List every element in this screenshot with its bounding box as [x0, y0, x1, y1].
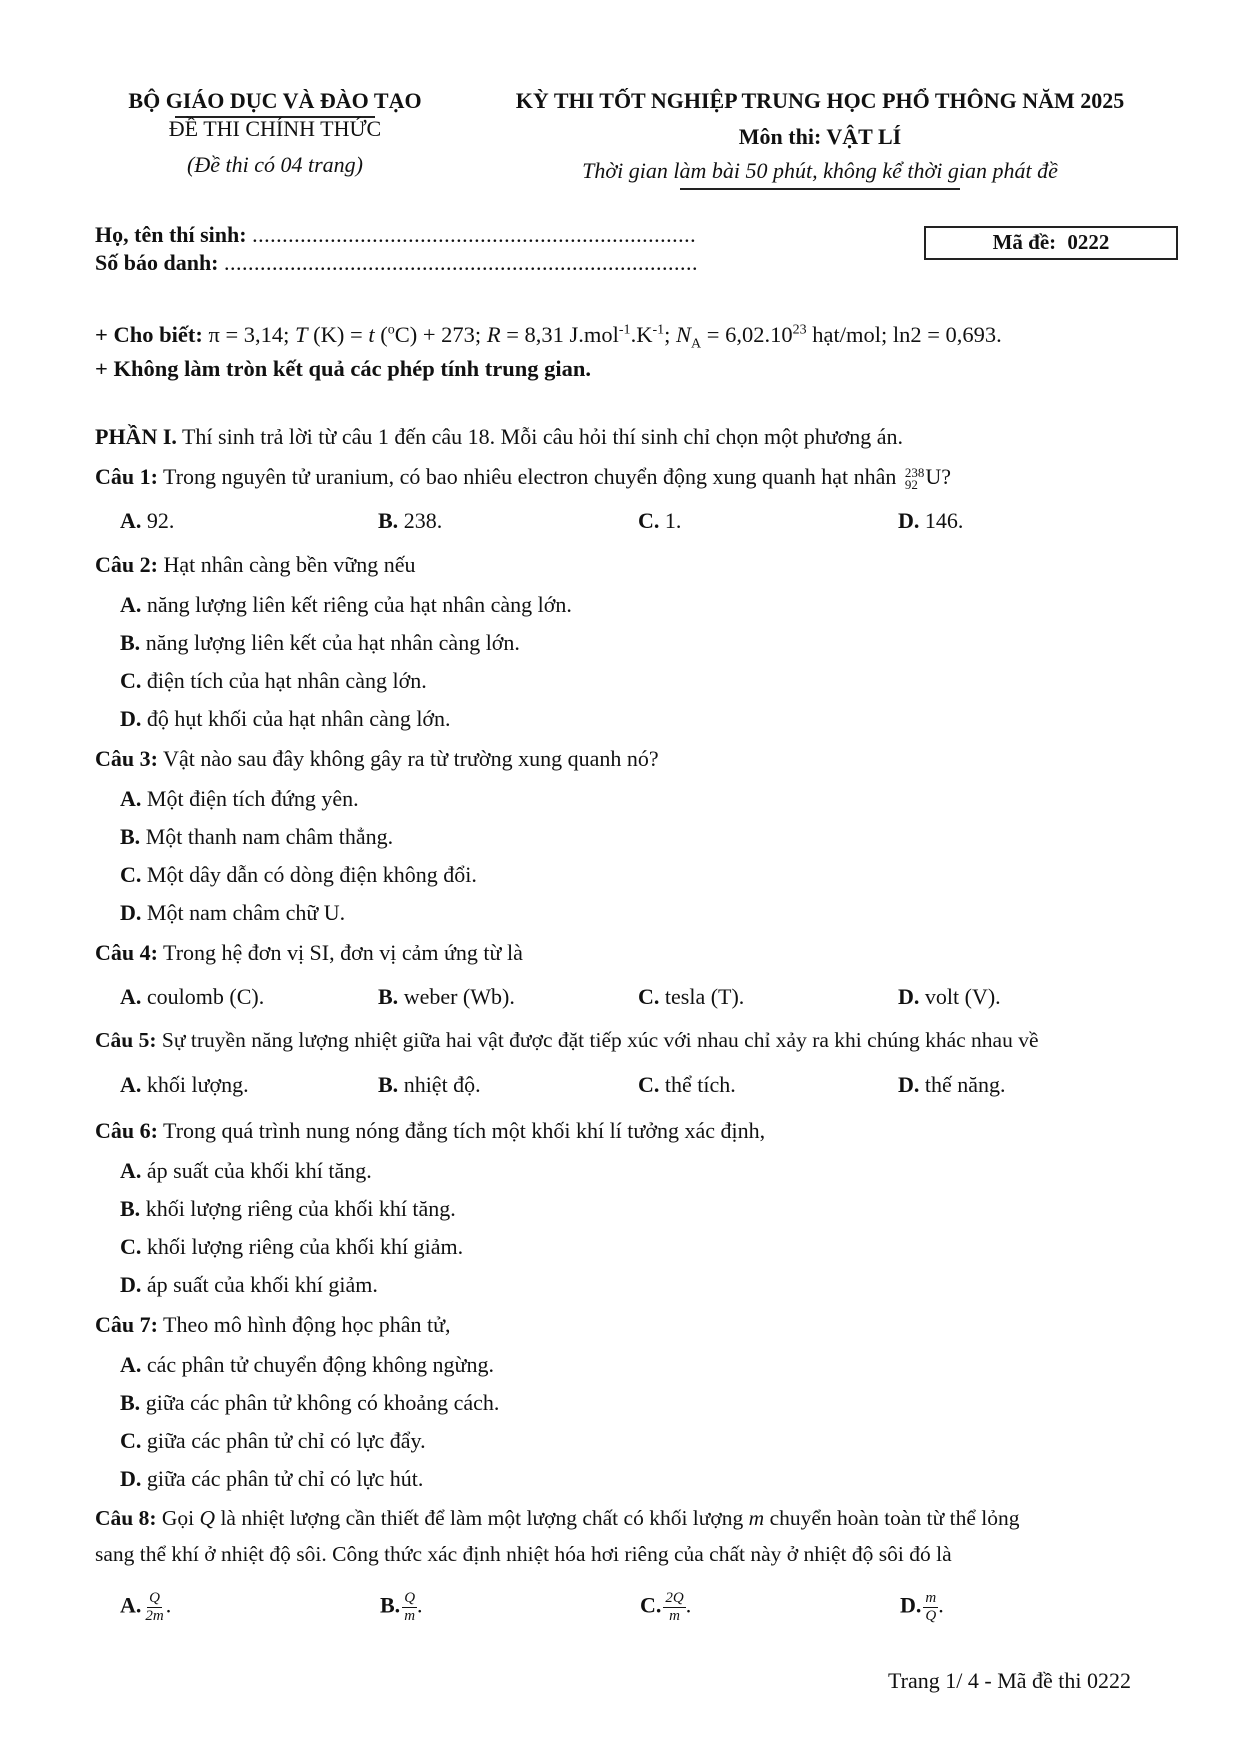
- q7-option-c[interactable]: [120, 1428, 426, 1454]
- question-label: Câu 1:: [95, 464, 158, 489]
- givens-R-exp1: -1: [618, 322, 631, 338]
- q8-option-a[interactable]: A. $\frac{Q}{2m}$ .: [120, 1590, 172, 1624]
- givens-line: [95, 322, 1002, 353]
- q1-option-d[interactable]: [898, 508, 963, 534]
- q6-option-a[interactable]: [120, 1158, 372, 1184]
- q6-option-c[interactable]: [120, 1234, 463, 1260]
- isotope-symbol: U?: [925, 464, 952, 489]
- exam-code-box: [924, 226, 1178, 260]
- question-1: [95, 464, 951, 491]
- subject-label: Môn thi:: [738, 124, 827, 149]
- givens-R-exp2: -1: [652, 322, 665, 338]
- option-letter: A.: [120, 592, 142, 617]
- option-letter: D.: [120, 1466, 142, 1491]
- part1-intro: [95, 424, 903, 450]
- q5-option-b[interactable]: [378, 1072, 481, 1098]
- q7-option-d[interactable]: [120, 1466, 423, 1492]
- q4-option-c[interactable]: [638, 984, 744, 1010]
- candidate-id-label: Số báo danh:: [95, 250, 219, 275]
- question-text: Theo mô hình động học phân tử,: [157, 1312, 451, 1337]
- time-underline: [680, 188, 960, 190]
- q5-option-a[interactable]: [120, 1072, 249, 1098]
- option-letter: C.: [638, 1072, 660, 1097]
- subject-name: VẬT LÍ: [826, 124, 902, 149]
- q2-option-c[interactable]: [120, 668, 427, 694]
- isotope-numbers: [904, 464, 925, 492]
- question-text: là nhiệt lượng cần thiết để làm một lượng chất có khối lượng: [215, 1506, 749, 1530]
- option-text: Một thanh nam châm thẳng.: [140, 824, 394, 849]
- option-text: các phân tử chuyển động không ngừng.: [141, 1352, 494, 1377]
- option-text: 238.: [398, 508, 443, 533]
- option-text: giữa các phân tử không có khoảng cách.: [140, 1390, 500, 1415]
- option-text: coulomb (C).: [141, 984, 265, 1009]
- option-letter: D.: [898, 508, 920, 533]
- fraction: [923, 1590, 938, 1625]
- option-text: volt (V).: [919, 984, 1001, 1009]
- pages-note: (Đề thi có 04 trang): [187, 152, 363, 177]
- option-text: Một điện tích đứng yên.: [141, 786, 359, 811]
- question-text: Gọi: [156, 1506, 200, 1530]
- official-label: ĐỀ THI CHÍNH THỨC: [168, 116, 382, 141]
- part1-label: PHẦN I.: [95, 424, 177, 449]
- question-label: Câu 4:: [95, 940, 158, 965]
- exam-title: KỲ THI TỐT NGHIỆP TRUNG HỌC PHỔ THÔNG NĂM 2025: [515, 88, 1125, 113]
- option-letter: A.: [120, 984, 142, 1009]
- option-letter: C.: [640, 1592, 662, 1618]
- givens-NA-sub: A: [691, 336, 702, 352]
- option-text: thế năng.: [919, 1072, 1006, 1097]
- fraction-den: 2m: [145, 1608, 164, 1624]
- fraction-den: m: [669, 1608, 680, 1624]
- question-label: Câu 6:: [95, 1118, 158, 1143]
- subject-line: [480, 124, 1160, 150]
- question-7: [95, 1312, 451, 1338]
- fraction: [663, 1590, 685, 1625]
- q1-option-b[interactable]: [378, 508, 442, 534]
- fraction-den: Q: [925, 1608, 937, 1624]
- q3-option-a[interactable]: [120, 786, 359, 812]
- option-text: giữa các phân tử chỉ có lực hút.: [141, 1466, 424, 1491]
- q2-option-a[interactable]: [120, 592, 572, 618]
- givens-t: t: [368, 322, 375, 347]
- givens-deg: o: [387, 322, 395, 338]
- candidate-name-dots: ..........................................................................: [252, 222, 697, 247]
- q2-option-b[interactable]: [120, 630, 520, 656]
- question-3: [95, 746, 659, 772]
- q2-option-d[interactable]: [120, 706, 451, 732]
- option-text: Một dây dẫn có dòng điện không đổi.: [141, 862, 477, 887]
- givens-R-end: ;: [664, 322, 676, 347]
- q7-option-b[interactable]: [120, 1390, 499, 1416]
- exam-code-label: Mã đề:: [992, 230, 1057, 254]
- givens-R-rest: = 8,31 J.mol: [500, 322, 619, 347]
- candidate-id-dots: ...............................................................................: [224, 250, 699, 275]
- question-text: Trong quá trình nung nóng đẳng tích một khối khí lí tưởng xác định,: [157, 1118, 766, 1143]
- fraction: [143, 1590, 165, 1625]
- fraction-num: Q: [149, 1590, 160, 1606]
- option-letter: B.: [120, 1196, 141, 1221]
- option-letter: A.: [120, 786, 142, 811]
- option-letter: B.: [120, 824, 141, 849]
- option-text: 92.: [141, 508, 175, 533]
- option-letter: B.: [380, 1592, 401, 1618]
- isotope-z: 92: [904, 476, 918, 492]
- symbol-m: m: [748, 1506, 765, 1530]
- option-letter: B.: [378, 1072, 399, 1097]
- q3-option-b[interactable]: [120, 824, 393, 850]
- rounding-note: + Không làm tròn kết quả các phép tính trung gian.: [95, 356, 592, 381]
- givens-t-rest2: C) + 273;: [394, 322, 487, 347]
- fraction-num: Q: [404, 1590, 416, 1606]
- option-letter: A.: [120, 1158, 142, 1183]
- q6-option-d[interactable]: [120, 1272, 378, 1298]
- option-text: giữa các phân tử chỉ có lực đẩy.: [141, 1428, 426, 1453]
- option-letter: C.: [120, 862, 142, 887]
- fraction-num: m: [925, 1590, 937, 1606]
- givens-R: R: [486, 322, 501, 347]
- q3-option-d[interactable]: [120, 900, 345, 926]
- option-letter: D.: [898, 984, 920, 1009]
- q8-option-c[interactable]: C. $\frac{2Q}{m}$ .: [640, 1590, 692, 1624]
- q1-option-c[interactable]: [638, 508, 681, 534]
- option-letter: C.: [638, 984, 660, 1009]
- option-text: 146.: [919, 508, 964, 533]
- question-label: Câu 5:: [95, 1028, 157, 1052]
- question-2: [95, 552, 415, 578]
- option-text: tesla (T).: [659, 984, 745, 1009]
- option-letter: C.: [120, 1428, 142, 1453]
- symbol-Q: Q: [199, 1506, 216, 1530]
- option-text: 1.: [659, 508, 682, 533]
- option-text: thể tích.: [659, 1072, 736, 1097]
- option-text: khối lượng riêng của khối khí tăng.: [140, 1196, 456, 1221]
- q5-option-c[interactable]: [638, 1072, 736, 1098]
- question-label: Câu 3:: [95, 746, 158, 771]
- option-text: khối lượng.: [141, 1072, 249, 1097]
- option-text: nhiệt độ.: [398, 1072, 481, 1097]
- time-note: Thời gian làm bài 50 phút, không kể thời gian phát đề: [582, 158, 1058, 183]
- option-letter: B.: [378, 508, 399, 533]
- q5-option-d[interactable]: [898, 1072, 1006, 1098]
- fraction: [402, 1590, 417, 1625]
- option-letter: D.: [898, 1072, 920, 1097]
- ministry-name: BỘ GIÁO DỤC VÀ ĐÀO TẠO: [128, 88, 422, 113]
- question-text: Vật nào sau đây không gây ra từ trường xung quanh nó?: [157, 746, 659, 771]
- question-label: Câu 2:: [95, 552, 158, 577]
- givens-R-mid: .K: [630, 322, 653, 347]
- option-letter: C.: [638, 508, 660, 533]
- fraction-num: 2Q: [665, 1590, 684, 1606]
- option-letter: B.: [378, 984, 399, 1009]
- q8-option-d[interactable]: D. $\frac{m}{Q}$ .: [900, 1590, 944, 1624]
- givens-T-rest: (K) =: [307, 322, 369, 347]
- givens-t-rest: (: [374, 322, 388, 347]
- isotope-mass: 238: [904, 464, 925, 480]
- question-text: Trong nguyên tử uranium, có bao nhiêu electron chuyển động xung quanh hạt nhân: [157, 464, 902, 489]
- option-text: độ hụt khối của hạt nhân càng lớn.: [141, 706, 451, 731]
- q7-option-a[interactable]: [120, 1352, 494, 1378]
- question-text: Sự truyền năng lượng nhiệt giữa hai vật được đặt tiếp xúc với nhau chỉ xảy ra khi chúng khác nhau về: [156, 1028, 1039, 1052]
- option-letter: D.: [120, 900, 142, 925]
- option-letter: A.: [120, 1592, 142, 1618]
- option-letter: B.: [120, 1390, 141, 1415]
- q8-option-b[interactable]: B. $\frac{Q}{m}$ .: [380, 1590, 423, 1624]
- q1-option-a[interactable]: [120, 508, 174, 534]
- option-letter: A.: [120, 1352, 142, 1377]
- option-letter: D.: [120, 1272, 142, 1297]
- option-letter: D.: [900, 1592, 922, 1618]
- option-letter: A.: [120, 508, 142, 533]
- givens-NA-end: hạt/mol; ln2 = 0,693.: [806, 322, 1002, 347]
- givens-pi: π = 3,14;: [202, 322, 296, 347]
- option-text: điện tích của hạt nhân càng lớn.: [141, 668, 427, 693]
- question-text: Trong hệ đơn vị SI, đơn vị cảm ứng từ là: [157, 940, 523, 965]
- option-text: weber (Wb).: [398, 984, 515, 1009]
- question-label: Câu 7:: [95, 1312, 158, 1337]
- option-text: năng lượng liên kết riêng của hạt nhân càng lớn.: [141, 592, 572, 617]
- question-5: [95, 1028, 1039, 1053]
- q4-option-a[interactable]: [120, 984, 264, 1010]
- option-letter: C.: [120, 668, 142, 693]
- question-text: chuyển hoàn toàn từ thể lỏng: [764, 1506, 1020, 1530]
- question-6: [95, 1118, 765, 1144]
- q4-option-b[interactable]: [378, 984, 515, 1010]
- candidate-id-row: [95, 250, 698, 276]
- question-text: Hạt nhân càng bền vững nếu: [157, 552, 416, 577]
- question-4: [95, 940, 523, 966]
- option-text: năng lượng liên kết của hạt nhân càng lớn.: [140, 630, 520, 655]
- candidate-name-label: Họ, tên thí sinh:: [95, 222, 247, 247]
- givens-NA-exp: 23: [792, 322, 807, 338]
- fraction-den: m: [404, 1608, 416, 1624]
- option-text: áp suất của khối khí tăng.: [141, 1158, 372, 1183]
- candidate-name-row: [95, 222, 696, 248]
- part1-text: Thí sinh trả lời từ câu 1 đến câu 18. Mỗi câu hỏi thí sinh chỉ chọn một phương án.: [176, 424, 904, 449]
- page-footer: Trang 1/ 4 - Mã đề thi 0222: [888, 1668, 1132, 1693]
- givens-prefix: + Cho biết:: [95, 322, 203, 347]
- option-letter: D.: [120, 706, 142, 731]
- option-letter: A.: [120, 1072, 142, 1097]
- givens-NA: N: [676, 322, 692, 347]
- option-letter: B.: [120, 630, 141, 655]
- exam-code-value: 0222: [1067, 230, 1110, 254]
- q6-option-b[interactable]: [120, 1196, 456, 1222]
- q4-option-d[interactable]: [898, 984, 1001, 1010]
- givens-T: T: [295, 322, 308, 347]
- option-text: khối lượng riêng của khối khí giảm.: [141, 1234, 464, 1259]
- option-text: Một nam châm chữ U.: [141, 900, 346, 925]
- question-8: [95, 1506, 1019, 1531]
- question-8-line2: sang thể khí ở nhiệt độ sôi. Công thức xác định nhiệt hóa hơi riêng của chất này ở nhiệt độ sôi đó là: [95, 1542, 952, 1566]
- question-label: Câu 8:: [95, 1506, 157, 1530]
- option-text: áp suất của khối khí giảm.: [141, 1272, 378, 1297]
- givens-NA-rest: = 6,02.10: [701, 322, 793, 347]
- q3-option-c[interactable]: [120, 862, 477, 888]
- option-letter: C.: [120, 1234, 142, 1259]
